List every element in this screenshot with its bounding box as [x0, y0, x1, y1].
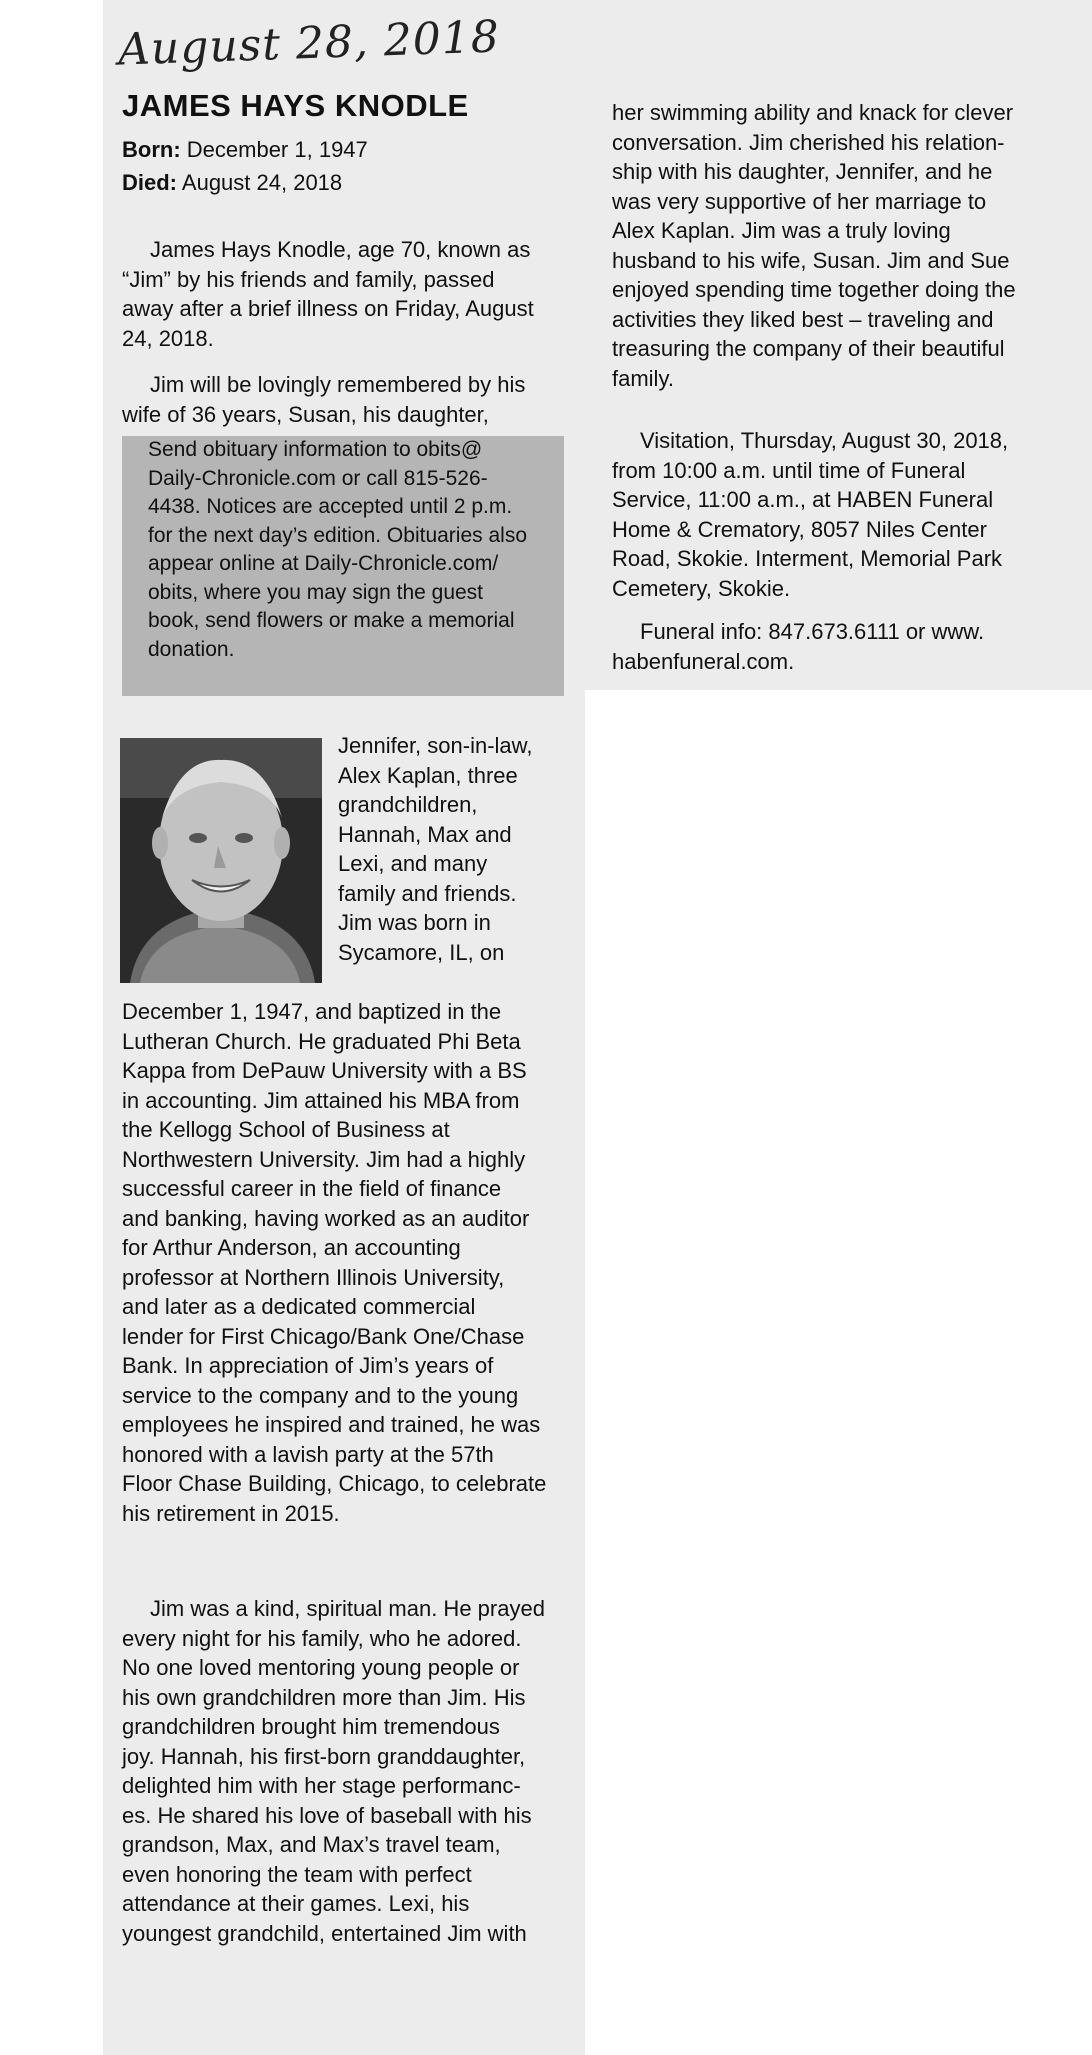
submission-notice-text: Send obituary information to obits@ Daily-Chronicle.com or call 815-526- 4438. Notices are accepted until 2 p.m. for the next day’s edition. Obituaries also appear online at Daily-Chronicle.com/ obits, where you may sign the guest book, send flowers or make a memorial donation. [148, 438, 527, 661]
funeral-info-paragraph: Funeral info: 847.673.6111 or www. habenfuneral.com. [612, 619, 985, 674]
portrait-photo [120, 738, 322, 983]
handwritten-date: August 28, 2018 [117, 11, 501, 76]
died-value: August 24, 2018 [181, 170, 343, 195]
career-paragraph: December 1, 1947, and baptized in the Lutheran Church. He graduated Phi Beta Kappa from DePauw University with a BS in accounting. Jim attained his MBA from the Kellogg School of Business at Northwestern University. Jim had a highly successful career in the field of finance and banking, having worked as an auditor for Arthur Anderson, an accounting professor at Northern Illinois University, and later as a dedicated commercial lender for First Chicago/Bank One/Chase Bank. In appreciation of Jim’s years of service to the company and to the young employees he inspired and trained, he was honored with a lavish party at the 57th Floor Chase Building, Chicago, to celebrate his retirement in 2015. [122, 999, 547, 1526]
right-column-continuation: her swimming ability and knack for clever conversation. Jim cherished his relation- ship with his daughter, Jennifer, and he was very supportive of her marriage to Alex Kaplan. Jim was a truly loving husband to his wife, Susan. Jim and Sue enjoyed spending time together doing the activities they liked best – traveling and treasuring the company of their beautiful family. [612, 100, 1016, 391]
obituary-name: JAMES HAYS KNODLE [122, 88, 469, 123]
born-label: Born: [122, 137, 181, 162]
born-value: December 1, 1947 [186, 137, 368, 162]
died-label: Died: [122, 170, 177, 195]
died-line [122, 170, 342, 196]
remembered-paragraph: Jim will be lovingly remembered by his wife of 36 years, Susan, his daughter, [122, 372, 526, 427]
beside-photo-text: Jennifer, son-in-law, Alex Kaplan, three grandchildren, Hannah, Max and Lexi, and many family and friends. Jim was born in Sycamore, IL, on [338, 733, 533, 965]
spiritual-paragraph: Jim was a kind, spiritual man. He prayed every night for his family, who he adored. No one loved mentoring young people or his own grandchildren more than Jim. His grandchildren brought him tremendous joy. Hannah, his first-born granddaughter, delighted him with her stage performanc- es. He shared his love of baseball with his grandson, Max, and Max’s travel team, even honoring the team with perfect attendance at their games. Lexi, his youngest grandchild, entertained Jim with [122, 1596, 545, 1946]
intro-paragraph: James Hays Knodle, age 70, known as “Jim” by his friends and family, passed away after a brief illness on Friday, August 24, 2018. [122, 237, 534, 351]
visitation-paragraph: Visitation, Thursday, August 30, 2018, from 10:00 a.m. until time of Funeral Service, 11:00 a.m., at HABEN Funeral Home & Crematory, 8057 Niles Center Road, Skokie. Interment, Memorial Park Cemetery, Skokie. [612, 428, 1009, 601]
born-line [122, 137, 368, 163]
